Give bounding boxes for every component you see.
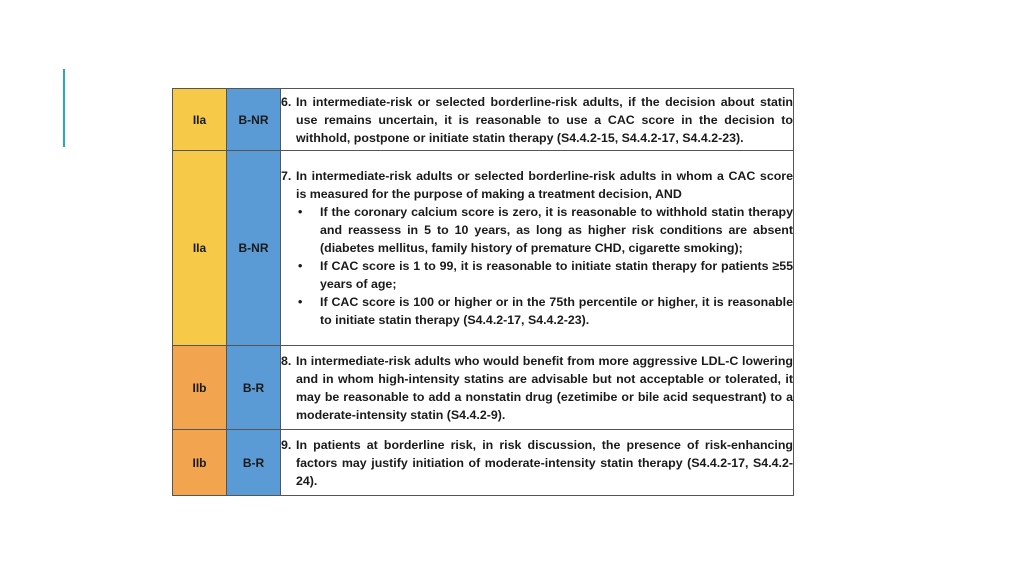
class-of-recommendation: IIa (173, 151, 227, 346)
table-row (173, 151, 794, 346)
recommendation-number: 6. (281, 94, 292, 109)
table-row (173, 89, 794, 151)
bullet-text: If the coronary calcium score is zero, it is reasonable to withhold statin therapy and reassess in 5 to 10 years, as long as higher risk conditions are absent (diabetes mellitus, family history of premature CHD, cigarette smoking); (320, 205, 793, 255)
level-of-evidence: B-R (227, 430, 281, 496)
recommendation-number: 9. (281, 437, 292, 452)
recommendations-table (172, 88, 794, 496)
class-of-recommendation: IIb (173, 430, 227, 496)
slide-accent-bar (63, 69, 65, 147)
class-of-recommendation: IIb (173, 346, 227, 430)
recommendation-text (281, 430, 794, 496)
table-row (173, 346, 794, 430)
recommendation-text (281, 89, 794, 151)
list-item (296, 203, 793, 257)
recommendation-body: In patients at borderline risk, in risk discussion, the presence of risk-enhancing factors may justify initiation of moderate-intensity statin therapy (S4.4.2-17, S4.4.2-24). (296, 437, 793, 488)
list-item (296, 293, 793, 329)
bullet-list (281, 203, 793, 329)
bullet-text: If CAC score is 100 or higher or in the 75th percentile or higher, it is reasonable to initiate statin therapy (S4.4.2-17, S4.4.2-23). (320, 295, 793, 327)
list-item (296, 257, 793, 293)
class-of-recommendation: IIa (173, 89, 227, 151)
recommendation-body: In intermediate-risk adults or selected borderline-risk adults in whom a CAC score is measured for the purpose of making a treatment decision, AND (296, 169, 793, 201)
recommendation-number: 7. (281, 169, 292, 183)
bullet-icon: • (298, 295, 303, 309)
recommendation-body: In intermediate-risk or selected borderline-risk adults, if the decision about statin use remains uncertain, it is reasonable to use a CAC score in the decision to withhold, postpone or initiate statin therapy (S4.4.2-15, S4.4.2-17, S4.4.2-23). (296, 94, 793, 145)
recommendation-text (281, 346, 794, 430)
bullet-icon: • (298, 205, 303, 219)
bullet-text: If CAC score is 1 to 99, it is reasonable to initiate statin therapy for patients ≥55 years of age; (320, 259, 793, 291)
recommendation-body: In intermediate-risk adults who would benefit from more aggressive LDL-C lowering and in whom high-intensity statins are advisable but not acceptable or tolerated, it may be reasonable to add a nonstatin drug (ezetimibe or bile acid sequestrant) to a moderate-intensity statin (S4.4.2-9). (296, 353, 793, 422)
recommendation-text (281, 151, 794, 346)
table-row (173, 430, 794, 496)
level-of-evidence: B-NR (227, 89, 281, 151)
level-of-evidence: B-NR (227, 151, 281, 346)
bullet-icon: • (298, 259, 303, 273)
recommendation-number: 8. (281, 353, 292, 368)
level-of-evidence: B-R (227, 346, 281, 430)
